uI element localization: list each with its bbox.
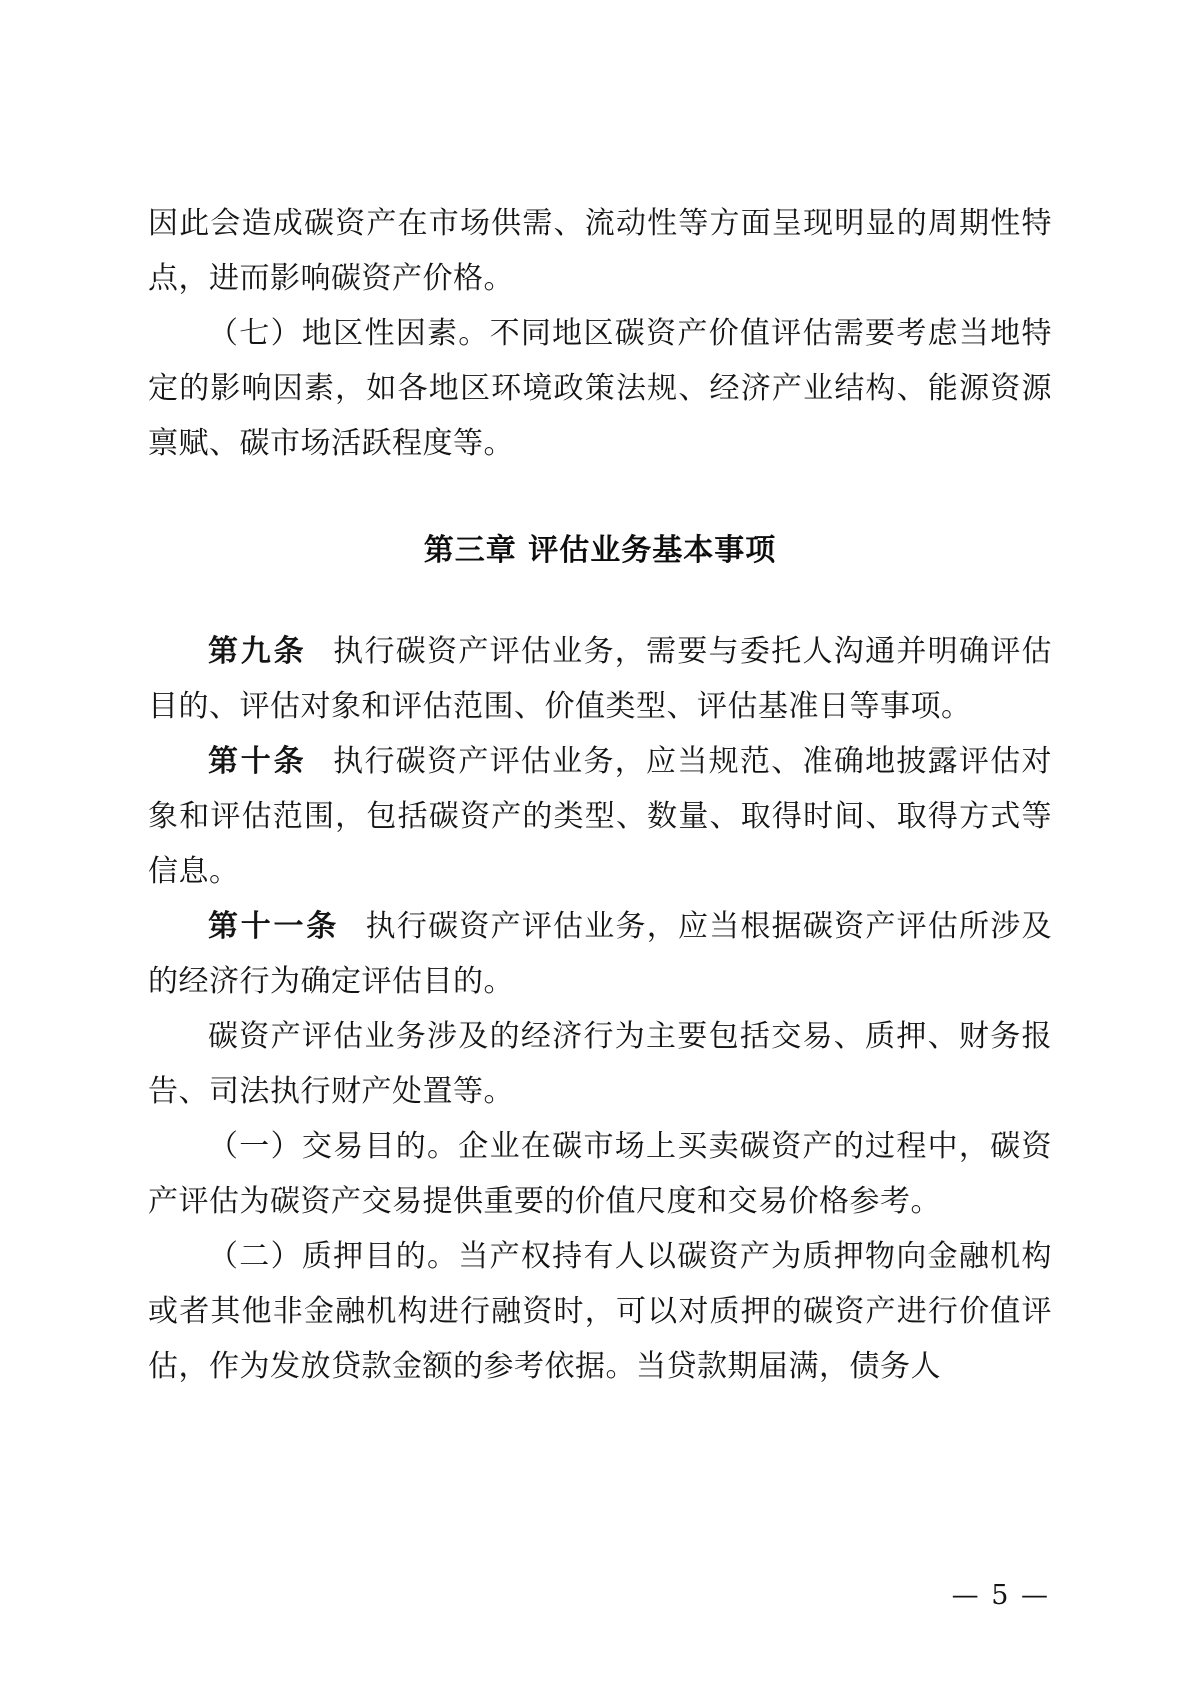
paragraph-regional-factor: （七）地区性因素。不同地区碳资产价值评估需要考虑当地特定的影响因素，如各地区环境政策法规、经济产业结构、能源资源禀赋、碳市场活跃程度等。 <box>148 316 1052 461</box>
paragraph-cycle-factor: 因此会造成碳资产在市场供需、流动性等方面呈现明显的周期性特点，进而影响碳资产价格。 <box>148 206 1052 296</box>
article-ten-text: 执行碳资产评估业务，应当规范、准确地披露评估对象和评估范围，包括碳资产的类型、数量、取得时间、取得方式等信息。 <box>148 744 1053 889</box>
page-body <box>148 196 1052 1394</box>
article-ten-label: 第十条 <box>208 744 307 779</box>
article-nine-text: 执行碳资产评估业务，需要与委托人沟通并明确评估目的、评估对象和评估范围、价值类型、评估基准日等事项。 <box>148 634 1053 724</box>
page-number: — 5 — <box>951 1580 1050 1611</box>
chapter-heading: 第三章 评估业务基本事项 <box>423 533 777 568</box>
article-eleven-label: 第十一条 <box>208 909 339 944</box>
article-ten <box>148 734 1052 899</box>
paragraph-item-one: （一）交易目的。企业在碳市场上买卖碳资产的过程中，碳资产评估为碳资产交易提供重要的价值尺度和交易价格参考。 <box>148 1129 1052 1219</box>
article-eleven-text: 执行碳资产评估业务，应当根据碳资产评估所涉及的经济行为确定评估目的。 <box>148 909 1053 999</box>
article-nine <box>148 624 1052 734</box>
paragraph-economic-behavior: 碳资产评估业务涉及的经济行为主要包括交易、质押、财务报告、司法执行财产处置等。 <box>148 1019 1052 1109</box>
article-eleven <box>148 899 1052 1009</box>
paragraph-item-two: （二）质押目的。当产权持有人以碳资产为质押物向金融机构或者其他非金融机构进行融资时，可以对质押的碳资产进行价值评估，作为发放贷款金额的参考依据。当贷款期届满，债务人 <box>148 1239 1052 1384</box>
article-nine-label: 第九条 <box>208 634 307 669</box>
